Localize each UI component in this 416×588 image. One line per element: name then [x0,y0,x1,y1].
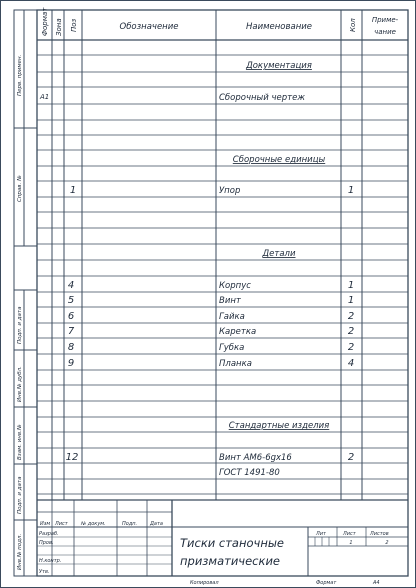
std-12-pos: 12 [65,452,79,463]
footer-copied: Копировал [190,580,219,586]
side-orig-inv: Инв.№ подл. [17,533,23,570]
side-dup-inv: Инв.№ дубл. [17,366,23,402]
header-zone: Зона [55,18,63,36]
header-qty: Кол [349,18,357,32]
tb-sheets-label: Листов [370,531,389,537]
tb-approved: Утв. [39,569,50,575]
header-designation: Обозначение [119,22,179,32]
part-5-qty: 1 [347,295,355,306]
header-note-1: Приме- [371,16,399,24]
side-replace-inv: Взам. инв.№ [17,424,23,460]
part-9-qty: 4 [347,358,355,369]
footer-format-value: А4 [373,580,380,586]
side-sign-date-2: Подп. и дата [17,476,23,514]
part-7-pos: 7 [67,326,75,337]
side-first-use: Перв. примен. [17,54,23,96]
std-12-qty: 2 [347,452,355,463]
tb-sign: Подп. [122,521,138,527]
section-documentation: Документация [246,61,312,71]
assembly-1-pos: 1 [69,185,77,196]
tb-sheet: Лист [55,521,68,527]
part-9-name: Планка [219,359,252,369]
part-9-pos: 9 [67,358,75,369]
section-assemblies: Сборочные единицы [232,155,326,165]
section-standard: Стандартные изделия [228,421,330,431]
part-6-qty: 2 [347,311,355,322]
document-title-line-2: призматические [180,554,280,568]
drawing-format: А1 [40,93,50,101]
side-ref-no: Справ. № [17,175,23,202]
tb-sheet-label: Лист [343,531,356,537]
part-4-pos: 4 [67,280,75,291]
header-format: Формат [41,7,49,36]
part-8-pos: 8 [67,342,75,353]
std-12-name: Винт АМ6-6gх16 [219,453,292,463]
part-6-pos: 6 [67,311,75,322]
part-7-name: Каретка [219,327,257,337]
row-lines [37,55,408,494]
part-5-pos: 5 [67,295,75,306]
tb-doc-no: № докум. [81,521,106,527]
part-6-name: Гайка [219,312,245,322]
part-7-qty: 2 [347,326,355,337]
tb-date: Дата [150,521,163,527]
footer-format-label: Формат [316,580,337,586]
tb-lit: Лит [316,531,326,537]
part-8-name: Губка [219,343,245,353]
header-pos: Поз [70,18,78,32]
tb-change: Изм [40,521,51,527]
tb-sheets-value: 2 [385,540,389,546]
part-4-qty: 1 [347,280,355,291]
side-sign-date-1: Подп. и дата [17,306,23,344]
header-note-2: чание [374,28,396,36]
drawing-name: Сборочный чертеж [219,93,305,103]
std-12b-name: ГОСТ 1491-80 [219,468,280,478]
part-4-name: Корпус [219,281,251,291]
tb-checked: Пров. [39,540,54,546]
tb-n-control: Н.контр. [39,558,62,564]
part-5-name: Винт [219,296,241,306]
header-name: Наименование [245,22,313,32]
assembly-1-name: Упор [219,186,241,196]
tb-developed: Разраб. [39,531,59,537]
assembly-1-qty: 1 [347,185,355,196]
document-title-line-1: Тиски станочные [180,536,284,550]
tb-sheet-value: 1 [349,540,353,546]
part-8-qty: 2 [347,342,355,353]
section-parts: Детали [262,249,296,259]
